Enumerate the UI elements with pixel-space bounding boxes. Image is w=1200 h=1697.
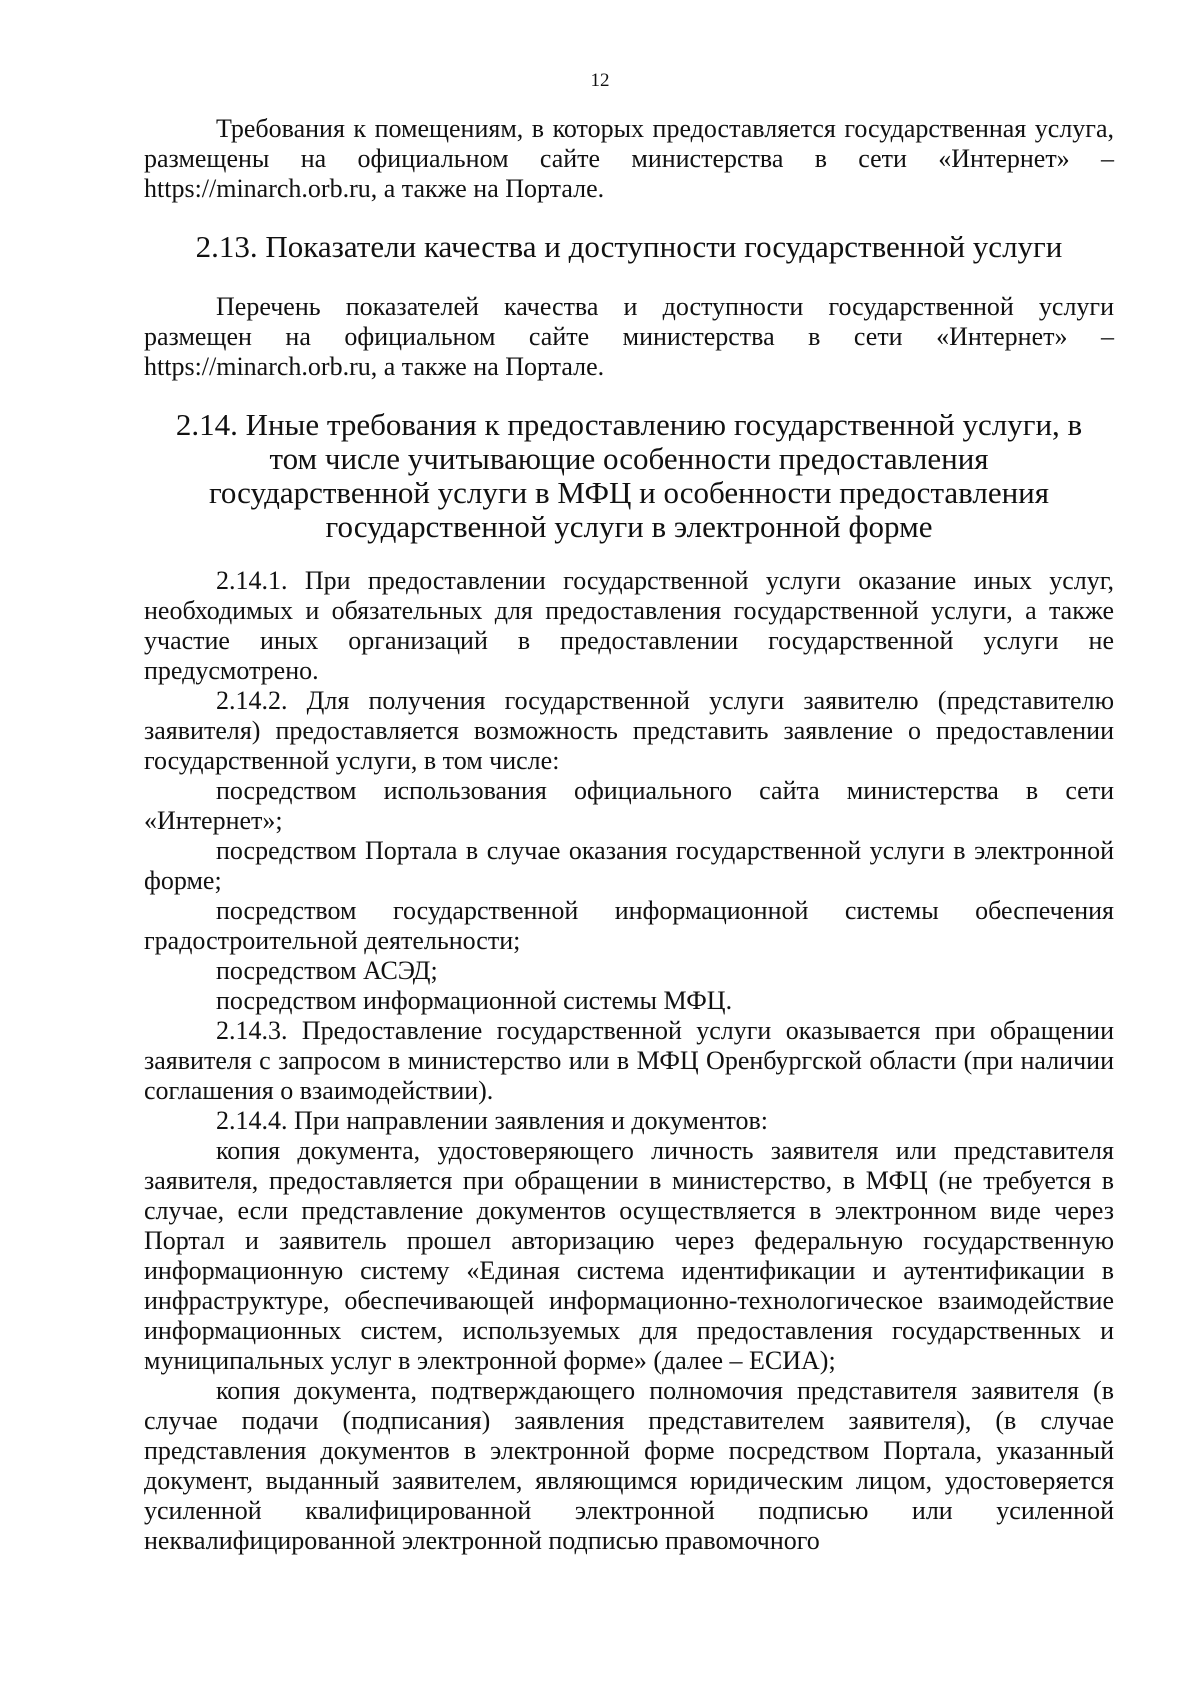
paragraph-authority-document-copy: копия документа, подтверждающего полномочия представителя заявителя (в случае подачи (подписания) заявления представителем заявителя), (в случае представления документов в электронной форме посредством Портала, указанный документ, выданный заявителем, являющимся юридическим лицом, удостоверяется усиленной квалифицированной электронной подписью или усиленной неквалифицированной электронной подписью правомочного <box>144 1376 1114 1555</box>
paragraph-quality-indicators: Перечень показателей качества и доступности государственной услуги размещен на официальном сайте министерства в сети «Интернет» – https://minarch.orb.ru, а также на Портале. <box>144 292 1114 381</box>
paragraph-2-14-2: 2.14.2. Для получения государственной услуги заявителю (представителю заявителя) предоставляется возможность представить заявление о предоставлении государственной услуги, в том числе: <box>144 686 1114 775</box>
list-item-ased: посредством АСЭД; <box>216 956 438 985</box>
paragraph-identity-document-copy: копия документа, удостоверяющего личность заявителя или представителя заявителя, предоставляется при обращении в министерство, в МФЦ (не требуется в случае, если представление документов осуществляется в электронном виде через Портал и заявитель прошел авторизацию через федеральную государственную информационную систему «Единая система идентификации и аутентификации в инфраструктуре, обеспечивающей информационно-технологическое взаимодействие информационных систем, используемых для предоставления государственных и муниципальных услуг в электронной форме» (далее – ЕСИА); <box>144 1136 1114 1375</box>
document-body <box>144 114 1114 1556</box>
page-number: 12 <box>590 70 610 91</box>
section-heading-2-14 <box>144 408 1114 544</box>
heading-line: государственной услуги в МФЦ и особенности предоставления <box>208 475 1050 510</box>
paragraph-premises-requirements: Требования к помещениям, в которых предоставляется государственная услуга, размещены на официальном сайте министерства в сети «Интернет» – https://minarch.orb.ru, а также на Портале. <box>144 114 1114 203</box>
paragraph-2-14-1: 2.14.1. При предоставлении государственной услуги оказание иных услуг, необходимых и обязательных для предоставления государственной услуги, а также участие иных организаций в предоставлении государственной услуги не предусмотрено. <box>144 566 1114 685</box>
paragraph-2-14-4: 2.14.4. При направлении заявления и документов: <box>216 1106 768 1135</box>
list-item-official-site: посредством использования официального сайта министерства в сети «Интернет»; <box>144 776 1114 835</box>
list-item-mfc-system: посредством информационной системы МФЦ. <box>216 986 733 1015</box>
list-item-portal: посредством Портала в случае оказания государственной услуги в электронной форме; <box>144 836 1114 895</box>
heading-line: том числе учитывающие особенности предоставления <box>269 441 989 476</box>
paragraph-2-14-3: 2.14.3. Предоставление государственной услуги оказывается при обращении заявителя с запросом в министерство или в МФЦ Оренбургской области (при наличии соглашения о взаимодействии). <box>144 1016 1114 1105</box>
list-item-gis-urban-planning: посредством государственной информационной системы обеспечения градостроительной деятельности; <box>144 896 1114 955</box>
heading-line: государственной услуги в электронной форме <box>325 509 933 544</box>
heading-line: 2.14. Иные требования к предоставлению государственной услуги, в <box>175 407 1083 442</box>
section-heading-2-13: 2.13. Показатели качества и доступности государственной услуги <box>195 229 1063 264</box>
